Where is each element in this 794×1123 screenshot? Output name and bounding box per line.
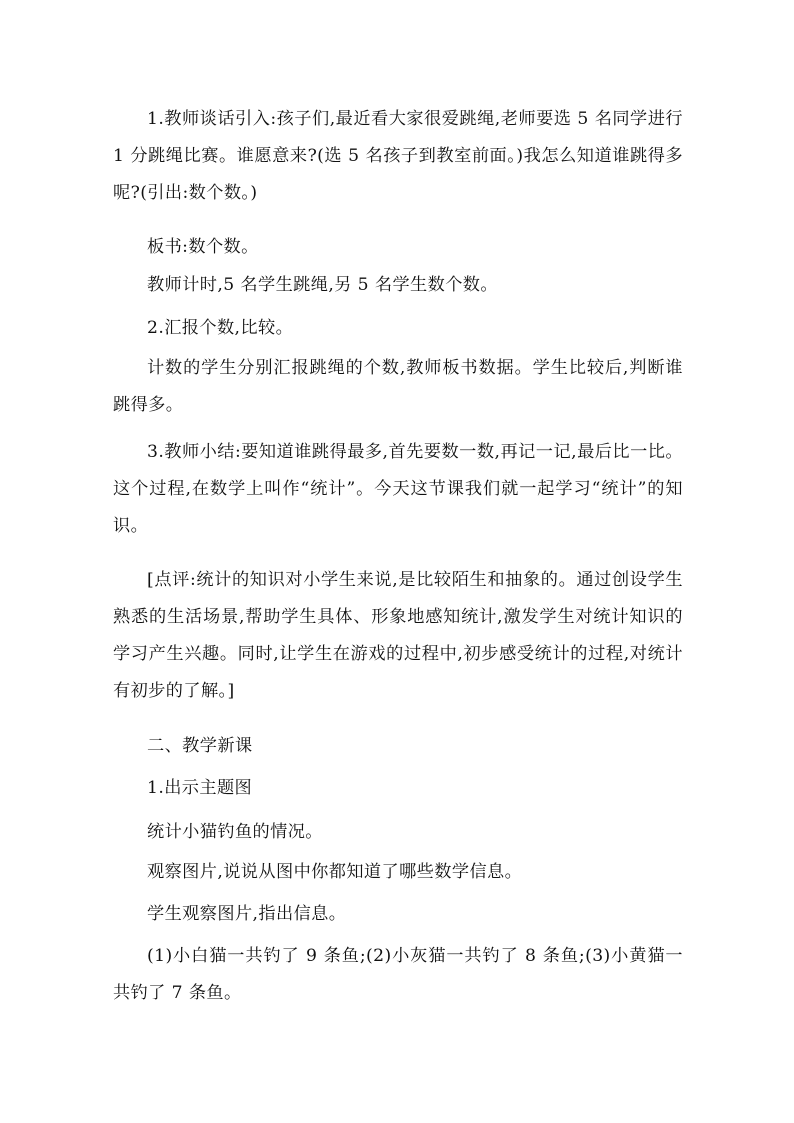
paragraph-summary: 3.教师小结:要知道谁跳得最多,首先要数一数,再记一记,最后比一比。这个过程,在数学上叫作“统计”。今天这节课我们就一起学习“统计”的知识。 [113,442,683,536]
paragraph-board-writing: 板书:数个数。 [147,237,259,257]
paragraph-fish-counts: (1)小白猫一共钓了 9 条鱼;(2)小灰猫一共钓了 8 条鱼;(3)小黄猫一共钓了 7 条鱼。 [113,946,683,1003]
paragraph-cat-fishing: 统计小猫钓鱼的情况。 [147,822,323,842]
paragraph-report: 2.汇报个数,比较。 [147,318,294,338]
paragraph-theme-figure: 1.出示主题图 [147,778,253,798]
paragraph-compare: 计数的学生分别汇报跳绳的个数,教师板书数据。学生比较后,判断谁跳得多。 [113,358,683,415]
paragraph-point-out: 学生观察图片,指出信息。 [147,904,347,924]
paragraph-intro: 1.教师谈话引入:孩子们,最近看大家很爱跳绳,老师要选 5 名同学进行 1 分跳绳比赛。谁愿意来?(选 5 名孩子到教室前面。)我怎么知道谁跳得多呢?(引出:数个数。) [113,109,683,203]
section-heading-new-lesson: 二、教学新课 [147,736,253,756]
paragraph-comment: [点评:统计的知识对小学生来说,是比较陌生和抽象的。通过创设学生熟悉的生活场景,帮助学生具体、形象地感知统计,激发学生对统计知识的学习产生兴趣。同时,让学生在游戏的过程中,初步感受统计的过程,对统计有初步的了解。] [113,570,683,701]
paragraph-observe: 观察图片,说说从图中你都知道了哪些数学信息。 [147,862,523,882]
paragraph-timing: 教师计时,5 名学生跳绳,另 5 名学生数个数。 [147,275,498,295]
